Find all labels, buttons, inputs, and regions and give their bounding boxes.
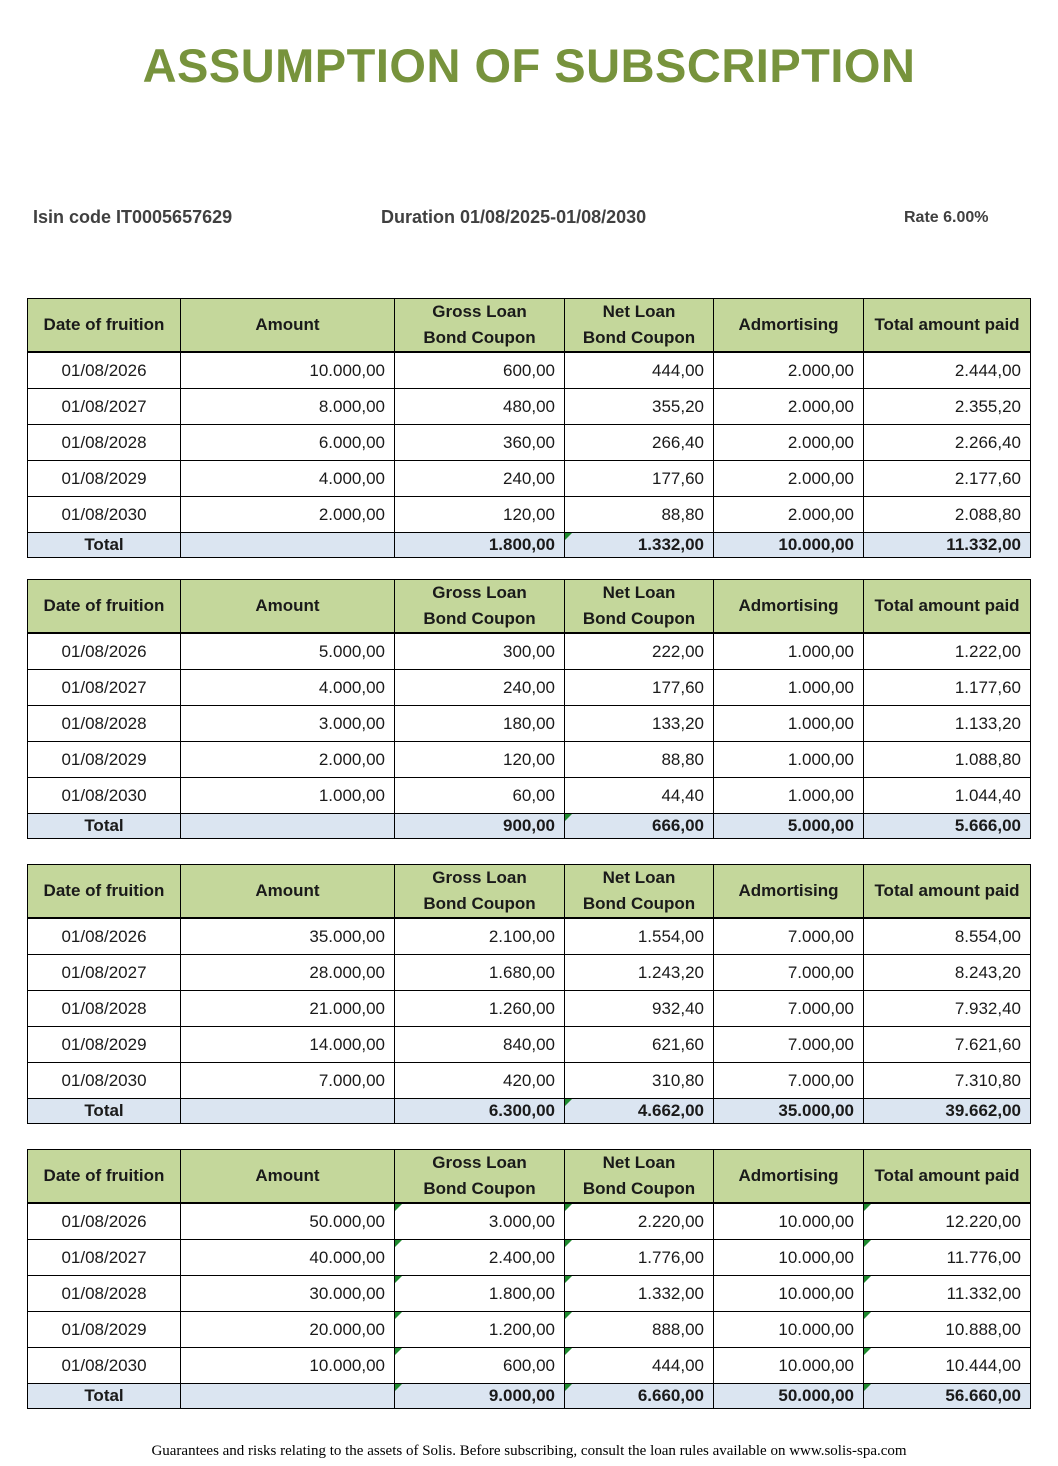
total-label: Total <box>28 1099 181 1124</box>
cell-date: 01/08/2027 <box>28 955 181 991</box>
cell-amount: 40.000,00 <box>181 1240 395 1276</box>
cell-marker-icon <box>565 1240 572 1247</box>
cell-total-paid: 2.088,80 <box>864 497 1031 533</box>
cell-net: 266,40 <box>565 425 714 461</box>
header-date: Date of fruition <box>28 865 181 919</box>
header-net-coupon: Net Loan Bond Coupon <box>565 299 714 353</box>
cell-amount: 3.000,00 <box>181 706 395 742</box>
table-row <box>28 352 1031 389</box>
cell-marker-icon <box>565 533 572 540</box>
total-row <box>28 1384 1031 1409</box>
header-gross-coupon: Gross Loan Bond Coupon <box>395 865 565 919</box>
cell-admortising: 1.000,00 <box>714 633 864 670</box>
cell-total-paid: 10.888,00 <box>864 1312 1031 1348</box>
cell-amount: 5.000,00 <box>181 633 395 670</box>
total-row <box>28 533 1031 558</box>
interest-rate: Rate 6.00% <box>904 209 989 226</box>
cell-gross: 3.000,00 <box>395 1203 565 1240</box>
table-row <box>28 1312 1031 1348</box>
cell-marker-icon <box>395 1384 402 1391</box>
cell-gross: 240,00 <box>395 461 565 497</box>
cell-marker-icon <box>864 1312 871 1319</box>
cell-net: 310,80 <box>565 1063 714 1099</box>
cell-amount: 1.000,00 <box>181 778 395 814</box>
header-amount: Amount <box>181 1150 395 1204</box>
header-gross-coupon: Gross Loan Bond Coupon <box>395 1150 565 1204</box>
cell-gross: 420,00 <box>395 1063 565 1099</box>
cell-marker-icon <box>565 814 572 821</box>
cell-date: 01/08/2030 <box>28 1348 181 1384</box>
cell-total-paid: 2.266,40 <box>864 425 1031 461</box>
cell-admortising: 10.000,00 <box>714 1240 864 1276</box>
cell-total-paid: 12.220,00 <box>864 1203 1031 1240</box>
cell-amount: 28.000,00 <box>181 955 395 991</box>
cell-date: 01/08/2030 <box>28 778 181 814</box>
cell-date: 01/08/2027 <box>28 670 181 706</box>
cell-admortising: 10.000,00 <box>714 1348 864 1384</box>
table-row <box>28 991 1031 1027</box>
total-net: 4.662,00 <box>565 1099 714 1124</box>
cell-gross: 1.800,00 <box>395 1276 565 1312</box>
header-net-coupon: Net Loan Bond Coupon <box>565 865 714 919</box>
cell-date: 01/08/2030 <box>28 497 181 533</box>
cell-admortising: 10.000,00 <box>714 1276 864 1312</box>
cell-amount: 7.000,00 <box>181 1063 395 1099</box>
cell-net: 444,00 <box>565 352 714 389</box>
cell-marker-icon <box>395 1312 402 1319</box>
cell-net: 1.554,00 <box>565 918 714 955</box>
header-total-paid: Total amount paid <box>864 1150 1031 1204</box>
total-gross: 1.800,00 <box>395 533 565 558</box>
table-row <box>28 497 1031 533</box>
header-amount: Amount <box>181 865 395 919</box>
cell-marker-icon <box>395 1348 402 1355</box>
header-total-paid: Total amount paid <box>864 299 1031 353</box>
header-admortising: Admortising <box>714 865 864 919</box>
total-row <box>28 1099 1031 1124</box>
duration: Duration 01/08/2025-01/08/2030 <box>381 207 647 227</box>
table-row <box>28 461 1031 497</box>
header-gross-coupon: Gross Loan Bond Coupon <box>395 580 565 634</box>
cell-admortising: 7.000,00 <box>714 955 864 991</box>
cell-amount: 2.000,00 <box>181 497 395 533</box>
cell-admortising: 2.000,00 <box>714 497 864 533</box>
schedule-table-2 <box>27 579 1031 839</box>
cell-total-paid: 1.088,80 <box>864 742 1031 778</box>
cell-marker-icon <box>864 1384 871 1391</box>
cell-admortising: 1.000,00 <box>714 706 864 742</box>
table-row <box>28 1276 1031 1312</box>
cell-total-paid: 7.932,40 <box>864 991 1031 1027</box>
cell-gross: 480,00 <box>395 389 565 425</box>
cell-marker-icon <box>864 1276 871 1283</box>
cell-amount: 14.000,00 <box>181 1027 395 1063</box>
cell-gross: 840,00 <box>395 1027 565 1063</box>
header-date: Date of fruition <box>28 1150 181 1204</box>
total-net: 666,00 <box>565 814 714 839</box>
cell-total-paid: 11.332,00 <box>864 1276 1031 1312</box>
cell-net: 88,80 <box>565 742 714 778</box>
table-row <box>28 778 1031 814</box>
cell-net: 2.220,00 <box>565 1203 714 1240</box>
cell-gross: 120,00 <box>395 497 565 533</box>
total-admortising: 5.000,00 <box>714 814 864 839</box>
header-amount: Amount <box>181 580 395 634</box>
cell-gross: 600,00 <box>395 1348 565 1384</box>
total-amount-empty <box>181 533 395 558</box>
cell-total-paid: 8.243,20 <box>864 955 1031 991</box>
cell-amount: 21.000,00 <box>181 991 395 1027</box>
header-admortising: Admortising <box>714 1150 864 1204</box>
isin-code: Isin code IT0005657629 <box>33 207 233 227</box>
header-total-paid: Total amount paid <box>864 580 1031 634</box>
table-row <box>28 1240 1031 1276</box>
cell-gross: 2.100,00 <box>395 918 565 955</box>
cell-marker-icon <box>565 1099 572 1106</box>
total-net: 1.332,00 <box>565 533 714 558</box>
cell-total-paid: 7.621,60 <box>864 1027 1031 1063</box>
cell-gross: 60,00 <box>395 778 565 814</box>
page-title: ASSUMPTION OF SUBSCRIPTION <box>142 39 916 92</box>
total-gross: 9.000,00 <box>395 1384 565 1409</box>
table-row <box>28 1027 1031 1063</box>
cell-total-paid: 7.310,80 <box>864 1063 1031 1099</box>
cell-admortising: 2.000,00 <box>714 461 864 497</box>
cell-admortising: 1.000,00 <box>714 778 864 814</box>
table-row <box>28 670 1031 706</box>
cell-net: 133,20 <box>565 706 714 742</box>
cell-admortising: 7.000,00 <box>714 991 864 1027</box>
cell-total-paid: 2.177,60 <box>864 461 1031 497</box>
cell-marker-icon <box>565 1312 572 1319</box>
cell-net: 1.332,00 <box>565 1276 714 1312</box>
total-amount-empty <box>181 1384 395 1409</box>
cell-net: 932,40 <box>565 991 714 1027</box>
header-gross-coupon: Gross Loan Bond Coupon <box>395 299 565 353</box>
cell-gross: 240,00 <box>395 670 565 706</box>
header-admortising: Admortising <box>714 299 864 353</box>
cell-marker-icon <box>565 1348 572 1355</box>
schedule-table-1 <box>27 298 1031 558</box>
cell-net: 88,80 <box>565 497 714 533</box>
total-paid: 5.666,00 <box>864 814 1031 839</box>
header-net-coupon: Net Loan Bond Coupon <box>565 1150 714 1204</box>
cell-date: 01/08/2026 <box>28 633 181 670</box>
cell-admortising: 2.000,00 <box>714 389 864 425</box>
cell-net: 621,60 <box>565 1027 714 1063</box>
cell-admortising: 7.000,00 <box>714 1027 864 1063</box>
cell-total-paid: 1.177,60 <box>864 670 1031 706</box>
cell-amount: 6.000,00 <box>181 425 395 461</box>
header-amount: Amount <box>181 299 395 353</box>
cell-marker-icon <box>864 1240 871 1247</box>
cell-date: 01/08/2029 <box>28 461 181 497</box>
total-paid: 56.660,00 <box>864 1384 1031 1409</box>
total-gross: 900,00 <box>395 814 565 839</box>
table-row <box>28 389 1031 425</box>
cell-net: 222,00 <box>565 633 714 670</box>
cell-marker-icon <box>395 1240 402 1247</box>
cell-date: 01/08/2026 <box>28 352 181 389</box>
cell-total-paid: 8.554,00 <box>864 918 1031 955</box>
total-amount-empty <box>181 814 395 839</box>
cell-date: 01/08/2029 <box>28 1312 181 1348</box>
cell-amount: 4.000,00 <box>181 670 395 706</box>
cell-date: 01/08/2029 <box>28 742 181 778</box>
cell-gross: 1.680,00 <box>395 955 565 991</box>
header-net-coupon: Net Loan Bond Coupon <box>565 580 714 634</box>
cell-marker-icon <box>395 1204 402 1211</box>
cell-amount: 30.000,00 <box>181 1276 395 1312</box>
cell-gross: 2.400,00 <box>395 1240 565 1276</box>
table-row <box>28 918 1031 955</box>
cell-date: 01/08/2028 <box>28 706 181 742</box>
cell-date: 01/08/2027 <box>28 389 181 425</box>
cell-admortising: 10.000,00 <box>714 1312 864 1348</box>
cell-admortising: 7.000,00 <box>714 1063 864 1099</box>
cell-date: 01/08/2030 <box>28 1063 181 1099</box>
cell-date: 01/08/2026 <box>28 1203 181 1240</box>
total-label: Total <box>28 533 181 558</box>
cell-marker-icon <box>565 1276 572 1283</box>
table-row <box>28 633 1031 670</box>
cell-net: 1.776,00 <box>565 1240 714 1276</box>
total-gross: 6.300,00 <box>395 1099 565 1124</box>
cell-amount: 8.000,00 <box>181 389 395 425</box>
cell-total-paid: 1.222,00 <box>864 633 1031 670</box>
total-paid: 11.332,00 <box>864 533 1031 558</box>
header-date: Date of fruition <box>28 299 181 353</box>
total-admortising: 50.000,00 <box>714 1384 864 1409</box>
cell-marker-icon <box>864 1348 871 1355</box>
cell-admortising: 7.000,00 <box>714 918 864 955</box>
cell-date: 01/08/2029 <box>28 1027 181 1063</box>
cell-gross: 360,00 <box>395 425 565 461</box>
table-row <box>28 425 1031 461</box>
total-net: 6.660,00 <box>565 1384 714 1409</box>
cell-admortising: 2.000,00 <box>714 425 864 461</box>
cell-marker-icon <box>864 1204 871 1211</box>
cell-amount: 50.000,00 <box>181 1203 395 1240</box>
cell-total-paid: 10.444,00 <box>864 1348 1031 1384</box>
table-row <box>28 1063 1031 1099</box>
cell-amount: 35.000,00 <box>181 918 395 955</box>
cell-date: 01/08/2028 <box>28 425 181 461</box>
cell-date: 01/08/2027 <box>28 1240 181 1276</box>
total-label: Total <box>28 814 181 839</box>
total-admortising: 35.000,00 <box>714 1099 864 1124</box>
disclaimer-footer: Guarantees and risks relating to the assets of Solis. Before subscribing, consult the loan rules available on www.solis-spa.com <box>151 1443 907 1459</box>
cell-marker-icon <box>565 1204 572 1211</box>
cell-total-paid: 11.776,00 <box>864 1240 1031 1276</box>
total-row <box>28 814 1031 839</box>
cell-amount: 20.000,00 <box>181 1312 395 1348</box>
table-row <box>28 955 1031 991</box>
cell-net: 355,20 <box>565 389 714 425</box>
cell-marker-icon <box>395 1276 402 1283</box>
cell-amount: 10.000,00 <box>181 1348 395 1384</box>
cell-amount: 2.000,00 <box>181 742 395 778</box>
cell-net: 444,00 <box>565 1348 714 1384</box>
cell-total-paid: 2.355,20 <box>864 389 1031 425</box>
cell-gross: 600,00 <box>395 352 565 389</box>
cell-admortising: 10.000,00 <box>714 1203 864 1240</box>
cell-total-paid: 2.444,00 <box>864 352 1031 389</box>
cell-date: 01/08/2026 <box>28 918 181 955</box>
cell-net: 177,60 <box>565 670 714 706</box>
cell-total-paid: 1.044,40 <box>864 778 1031 814</box>
table-row <box>28 1348 1031 1384</box>
cell-admortising: 1.000,00 <box>714 742 864 778</box>
cell-amount: 4.000,00 <box>181 461 395 497</box>
total-paid: 39.662,00 <box>864 1099 1031 1124</box>
cell-total-paid: 1.133,20 <box>864 706 1031 742</box>
cell-amount: 10.000,00 <box>181 352 395 389</box>
header-date: Date of fruition <box>28 580 181 634</box>
cell-net: 177,60 <box>565 461 714 497</box>
cell-admortising: 2.000,00 <box>714 352 864 389</box>
cell-gross: 1.260,00 <box>395 991 565 1027</box>
cell-net: 888,00 <box>565 1312 714 1348</box>
cell-gross: 300,00 <box>395 633 565 670</box>
table-row <box>28 742 1031 778</box>
cell-gross: 180,00 <box>395 706 565 742</box>
cell-marker-icon <box>565 1384 572 1391</box>
cell-net: 44,40 <box>565 778 714 814</box>
total-amount-empty <box>181 1099 395 1124</box>
cell-admortising: 1.000,00 <box>714 670 864 706</box>
cell-date: 01/08/2028 <box>28 991 181 1027</box>
table-row <box>28 1203 1031 1240</box>
cell-date: 01/08/2028 <box>28 1276 181 1312</box>
total-admortising: 10.000,00 <box>714 533 864 558</box>
table-row <box>28 706 1031 742</box>
cell-gross: 1.200,00 <box>395 1312 565 1348</box>
cell-gross: 120,00 <box>395 742 565 778</box>
schedule-table-3 <box>27 864 1031 1124</box>
header-total-paid: Total amount paid <box>864 865 1031 919</box>
header-admortising: Admortising <box>714 580 864 634</box>
total-label: Total <box>28 1384 181 1409</box>
schedule-table-4 <box>27 1149 1031 1409</box>
cell-net: 1.243,20 <box>565 955 714 991</box>
